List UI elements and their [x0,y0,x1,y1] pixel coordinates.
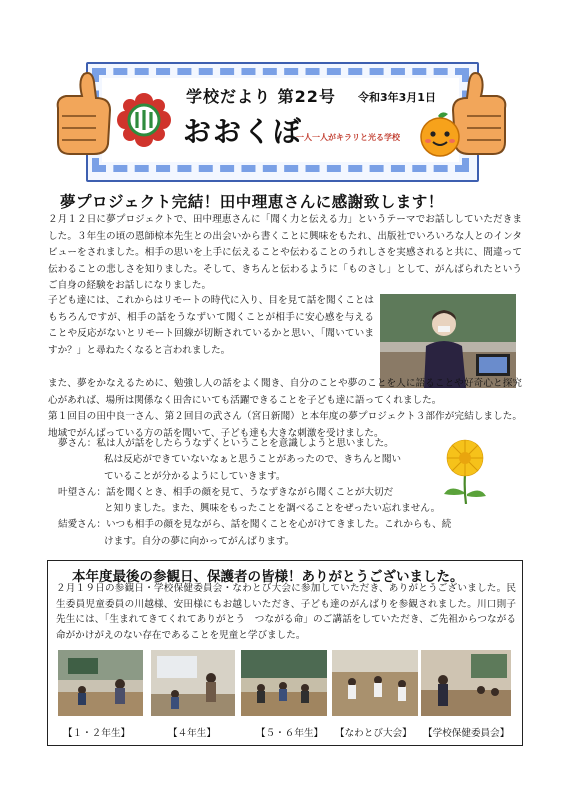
thumbs-up-left-icon [48,68,118,158]
voice-name: 結愛さん： [58,519,106,531]
voice-line: 私は反応ができていないなぁと思うことがあったので、きちんと聞い [104,454,402,466]
school-emblem-icon [116,92,172,148]
section1-paragraph-4: 第１回目の田中良一さん、第２回目の武さん（宮日新聞）と本年度の夢プロジェクト３部作が完結しました。地域でがんばっている方の話を聞いて、子ども達も大きな刺激を受けました。 [48,411,522,439]
voice-line: と知りました。また、興味をもったことを調べることをぜったい忘れません。 [104,503,441,515]
orange-mascot-icon [416,110,464,158]
caption-health-committee: 【学校保健委員会】 [423,728,510,739]
voice-line: 話を聞くとき、相手の顔を見て、うなずきながら聞くことが大切だ [105,486,394,498]
newsletter-title: 学校だより 第22号 [186,87,336,106]
issue-date: 令和3年3月1日 [358,91,436,104]
section1-paragraph-3: また、夢をかなえるために、勉強し人の話をよく聞き、自分のことや夢のことを人に語ることや好奇心と探究心があれば、場所は関係なく田舎にいても活躍できることを子ども達に語ってくれました。 [48,378,522,406]
section1-paragraph-1: ２月１２日に夢プロジェクトで、田中理恵さんに「聞く力と伝える力」というテーマでお話ししていただきました。３年生の頃の恩師椋本先生との出会いから書くことに興味をもたれ、出版社でいろいろな人とのインタビューをされました。相手の思いを上手に伝えることや伝わることのうれしさを実感されると共に、間違って伝わることの悲しさを知りました。そして、きちんと伝わるように「ものさし」として、がんばられたというご自身の経験をお話しになりました。 [48,214,522,292]
section1-paragraph-2: 子ども達には、これからはリモートの時代に入り、目を見て話を聞くことはもちろんですが、相手の話をうなずいて聞くことが相手に安心感を与えることや反応がないとリモート回線が切断されているかと思い、「聞いていますか？」と尋ねたくなると言われました。 [48,295,374,356]
voice-line: けます。自分の夢に向かってがんばります。 [104,535,295,547]
caption-grade-1-2: 【１・２年生】 [63,728,131,739]
section2-paragraph: ２月１９日の参観日・学校保健委員会・なわとび大会に参加していただき、ありがとうございました。民生委員児童委員の川越様、安田様にもお越しいただき、子ども達のがんばりを参観されました。川口則子先生には、「生まれてきてくれてありがとう つながる命」のご講話をしていただき、ご先祖からつながる命がかけがえのない存在であることを児童と学びました。 [56,583,516,641]
voice-line: 私は人が話をしたらうなずくということを意識しようと思いました。 [96,438,394,449]
photo-jump-rope [332,650,418,716]
voice-line: ていることが分かるようにしていきます。 [104,470,286,482]
section2-heading: 本年度最後の参観日、保護者の皆様！ありがとうございました。 [72,569,464,585]
voice-line: いつも相手の顔を見ながら、話を聞くことを心がけてきました。これからも、続 [105,519,452,531]
school-name: おおくぼ [183,115,304,148]
photo-grade-4 [151,650,235,716]
voice-row [58,517,506,533]
photo-health-committee [421,650,511,716]
caption-grade-4: 【４年生】 [168,728,216,739]
lecture-photo [380,294,516,388]
school-motto: 一人一人がキラリと光る学校 [296,133,400,142]
dandelion-illustration-icon [420,434,510,504]
voice-name: 夢さん： [58,438,97,449]
caption-grade-5-6: 【５・６年生】 [256,728,324,739]
section1-heading: 夢プロジェクト完結！田中理恵さんに感謝致します！ [60,193,444,211]
photo-grade-5-6 [241,650,327,716]
caption-jump-rope: 【なわとび大会】 [335,728,412,739]
voice-name: 叶望さん： [58,486,106,498]
photo-grade-1-2 [58,650,143,716]
